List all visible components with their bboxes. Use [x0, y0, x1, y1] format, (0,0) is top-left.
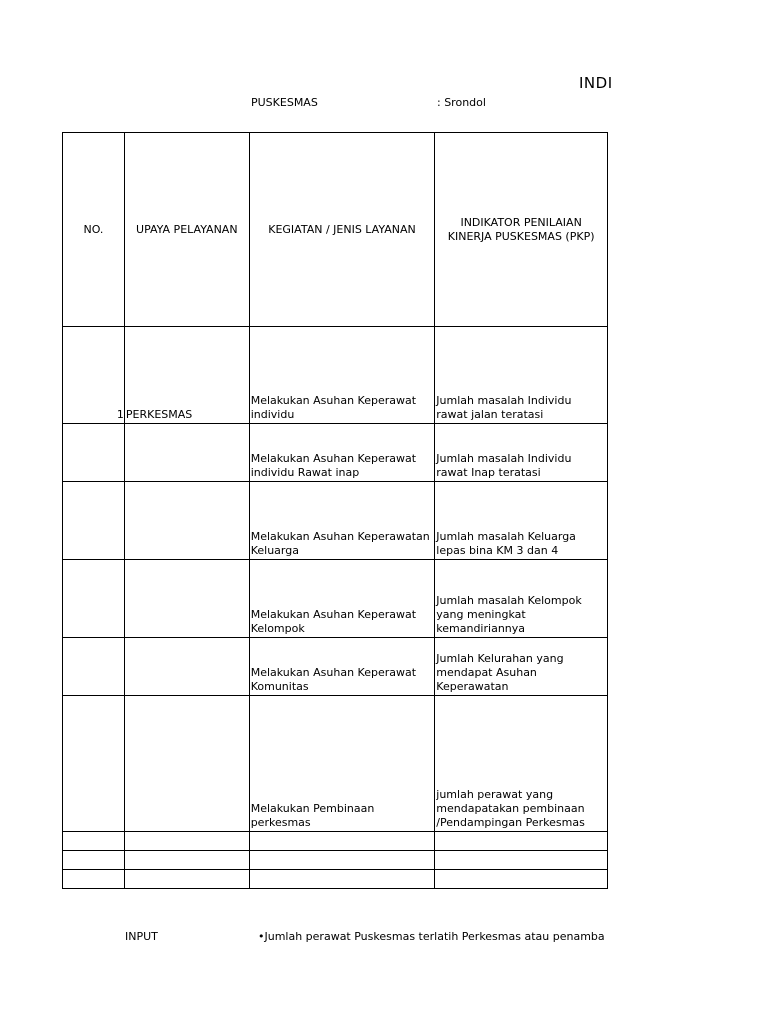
header-upaya-pelayanan: UPAYA PELAYANAN [124, 133, 249, 327]
cell-kegiatan: Melakukan Asuhan Keperawat Kelompok [249, 560, 435, 638]
table-header-row [63, 133, 608, 327]
cell-indikator: jumlah perawat yang mendapatakan pembinaan /Pendampingan Perkesmas [435, 696, 608, 832]
cell-indikator [435, 832, 608, 851]
table-row [63, 832, 608, 851]
cell-upaya: PERKESMAS [124, 327, 249, 424]
page-title: INDI [579, 74, 613, 92]
cell-kegiatan: Melakukan Pembinaan perkesmas [249, 696, 435, 832]
indicator-table [62, 132, 608, 889]
cell-no: 1 [63, 327, 125, 424]
cell-upaya [124, 424, 249, 482]
cell-no [63, 638, 125, 696]
input-section-label: INPUT [125, 930, 158, 943]
cell-no [63, 560, 125, 638]
puskesmas-label: PUSKESMAS [251, 96, 318, 109]
cell-upaya [124, 638, 249, 696]
cell-kegiatan: Melakukan Asuhan Keperawat individu Rawat inap [249, 424, 435, 482]
cell-indikator: Jumlah masalah Individu rawat Inap teratasi [435, 424, 608, 482]
header-kegiatan: KEGIATAN / JENIS LAYANAN [249, 133, 435, 327]
cell-upaya [124, 696, 249, 832]
table-row [63, 851, 608, 870]
cell-indikator: Jumlah Kelurahan yang mendapat Asuhan Keperawatan [435, 638, 608, 696]
table-row [63, 482, 608, 560]
cell-no [63, 851, 125, 870]
cell-upaya [124, 870, 249, 889]
cell-no [63, 696, 125, 832]
table-row [63, 424, 608, 482]
table-row [63, 638, 608, 696]
cell-indikator: Jumlah masalah Keluarga lepas bina KM 3 dan 4 [435, 482, 608, 560]
input-section-text: •Jumlah perawat Puskesmas terlatih Perkesmas atau penamba [258, 930, 605, 943]
cell-upaya [124, 832, 249, 851]
cell-indikator [435, 870, 608, 889]
table-row [63, 560, 608, 638]
cell-kegiatan [249, 870, 435, 889]
cell-no [63, 832, 125, 851]
cell-no [63, 424, 125, 482]
cell-indikator [435, 851, 608, 870]
cell-kegiatan [249, 832, 435, 851]
cell-upaya [124, 851, 249, 870]
cell-no [63, 870, 125, 889]
cell-upaya [124, 560, 249, 638]
cell-indikator: Jumlah masalah Kelompok yang meningkat kemandiriannya [435, 560, 608, 638]
cell-upaya [124, 482, 249, 560]
puskesmas-value: : Srondol [437, 96, 486, 109]
header-no: NO. [63, 133, 125, 327]
table-row [63, 696, 608, 832]
cell-indikator: Jumlah masalah Individu rawat jalan teratasi [435, 327, 608, 424]
table-row [63, 870, 608, 889]
cell-kegiatan: Melakukan Asuhan Keperawat Komunitas [249, 638, 435, 696]
header-indikator: INDIKATOR PENILAIAN KINERJA PUSKESMAS (PKP) [435, 133, 608, 327]
table-row [63, 327, 608, 424]
cell-kegiatan: Melakukan Asuhan Keperawat individu [249, 327, 435, 424]
cell-kegiatan: Melakukan Asuhan Keperawatan Keluarga [249, 482, 435, 560]
cell-no [63, 482, 125, 560]
cell-kegiatan [249, 851, 435, 870]
